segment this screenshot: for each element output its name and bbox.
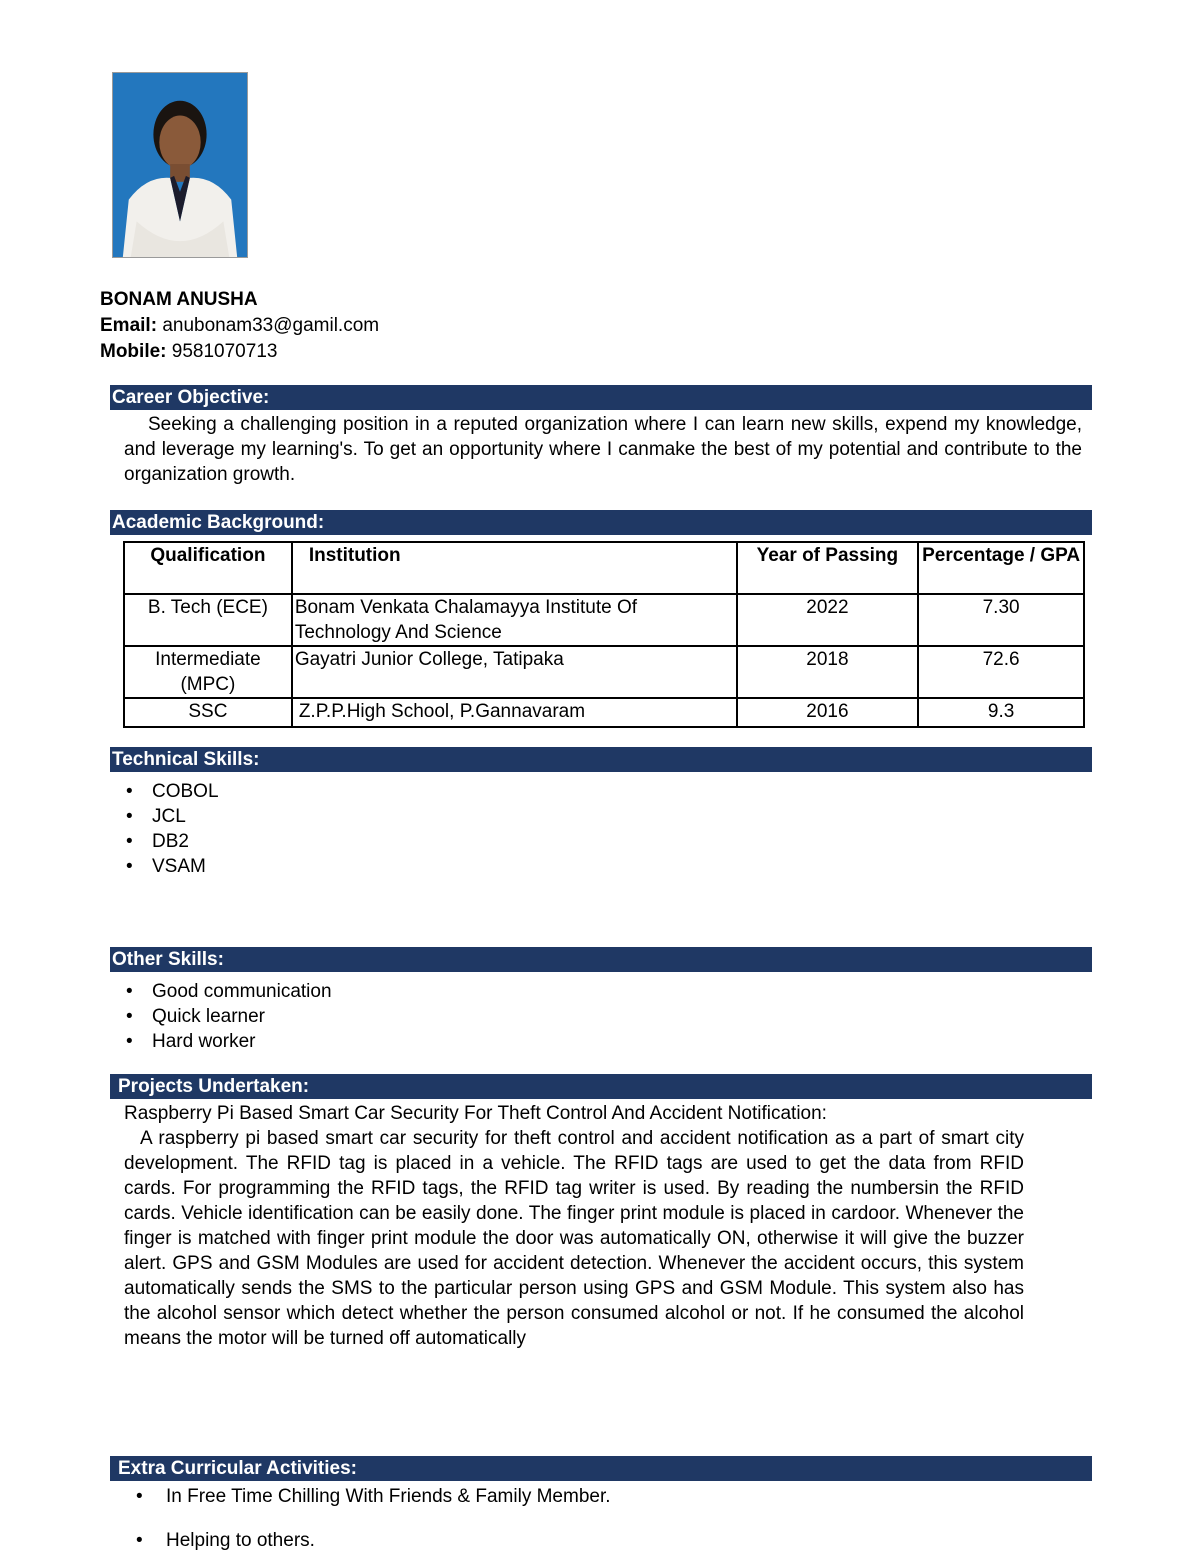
other-skills-heading: Other Skills: <box>110 947 1092 972</box>
column-header-year: Year of Passing <box>737 542 919 594</box>
mobile-line <box>100 339 277 364</box>
email-value: anubonam33@gamil.com <box>162 315 380 336</box>
table-row <box>124 646 1084 698</box>
list-item: • COBOL <box>126 779 219 804</box>
list-item: • In Free Time Chilling With Friends & Family Member. <box>126 1484 611 1509</box>
mobile-label: Mobile: <box>100 341 167 362</box>
projects-heading: Projects Undertaken: <box>110 1074 1092 1099</box>
career-objective-heading: Career Objective: <box>110 385 1092 410</box>
column-header-qualification: Qualification <box>124 542 292 594</box>
cell-percentage: 7.30 <box>918 594 1084 646</box>
cell-qualification: Intermediate (MPC) <box>124 646 292 698</box>
cell-institution: Gayatri Junior College, Tatipaka <box>292 646 737 698</box>
project-title: Raspberry Pi Based Smart Car Security For Theft Control And Accident Notification: <box>124 1103 827 1124</box>
table-header-row <box>124 542 1084 594</box>
mobile-value: 9581070713 <box>171 341 278 362</box>
technical-skills-list <box>126 779 219 879</box>
table-row <box>124 594 1084 646</box>
other-skills-list <box>126 979 332 1054</box>
email-label: Email: <box>100 315 158 336</box>
extra-curricular-heading: Extra Curricular Activities: <box>110 1456 1092 1481</box>
candidate-name: BONAM ANUSHA <box>100 289 258 310</box>
cell-year: 2022 <box>737 594 919 646</box>
cell-institution: Z.P.P.High School, P.Gannavaram <box>292 698 737 727</box>
column-header-institution: Institution <box>292 542 737 594</box>
list-item: • VSAM <box>126 854 219 879</box>
list-item: • Good communication <box>126 979 332 1004</box>
list-item: • DB2 <box>126 829 219 854</box>
cell-percentage: 72.6 <box>918 646 1084 698</box>
career-objective-text: Seeking a challenging position in a reputed organization where I can learn new skills, expend my knowledge, and leverage my learning's. To get an opportunity where I canmake the best of my potential and contribute to the organization growth. <box>124 414 1082 485</box>
list-item: • Helping to others. <box>126 1528 611 1553</box>
project-description: A raspberry pi based smart car security for theft control and accident notification as a part of smart city development. The RFID tag is placed in a vehicle. The RFID tags are used to get the data from RFID cards. For programming the RFID tags, the RFID tag writer is used. By reading the numbersin the RFID cards. Vehicle identification can be easily done. The finger print module is placed in cardoor. Whenever the finger is matched with finger print module the door was automatically ON, otherwise it will give the buzzer alert. GPS and GSM Modules are used for accident detection. Whenever the accident occurs, this system automatically sends the SMS to the particular person using GPS and GSM Module. This system also has the alcohol sensor which detect whether the person consumed alcohol or not. If he consumed the alcohol means the motor will be turned off automatically <box>124 1128 1024 1349</box>
column-header-percentage: Percentage / GPA <box>918 542 1084 594</box>
profile-photo <box>112 72 248 258</box>
cell-year: 2016 <box>737 698 919 727</box>
table-row <box>124 698 1084 727</box>
cell-percentage: 9.3 <box>918 698 1084 727</box>
technical-skills-heading: Technical Skills: <box>110 747 1092 772</box>
cell-qualification: SSC <box>124 698 292 727</box>
list-item: • Hard worker <box>126 1029 332 1054</box>
extra-curricular-list <box>126 1484 611 1553</box>
person-portrait-icon <box>113 73 247 257</box>
list-item: • JCL <box>126 804 219 829</box>
academic-background-heading: Academic Background: <box>110 510 1092 535</box>
list-item: • Quick learner <box>126 1004 332 1029</box>
cell-year: 2018 <box>737 646 919 698</box>
academic-table <box>123 541 1085 728</box>
cell-qualification: B. Tech (ECE) <box>124 594 292 646</box>
cell-institution: Bonam Venkata Chalamayya Institute Of Technology And Science <box>292 594 737 646</box>
email-line <box>100 313 379 338</box>
